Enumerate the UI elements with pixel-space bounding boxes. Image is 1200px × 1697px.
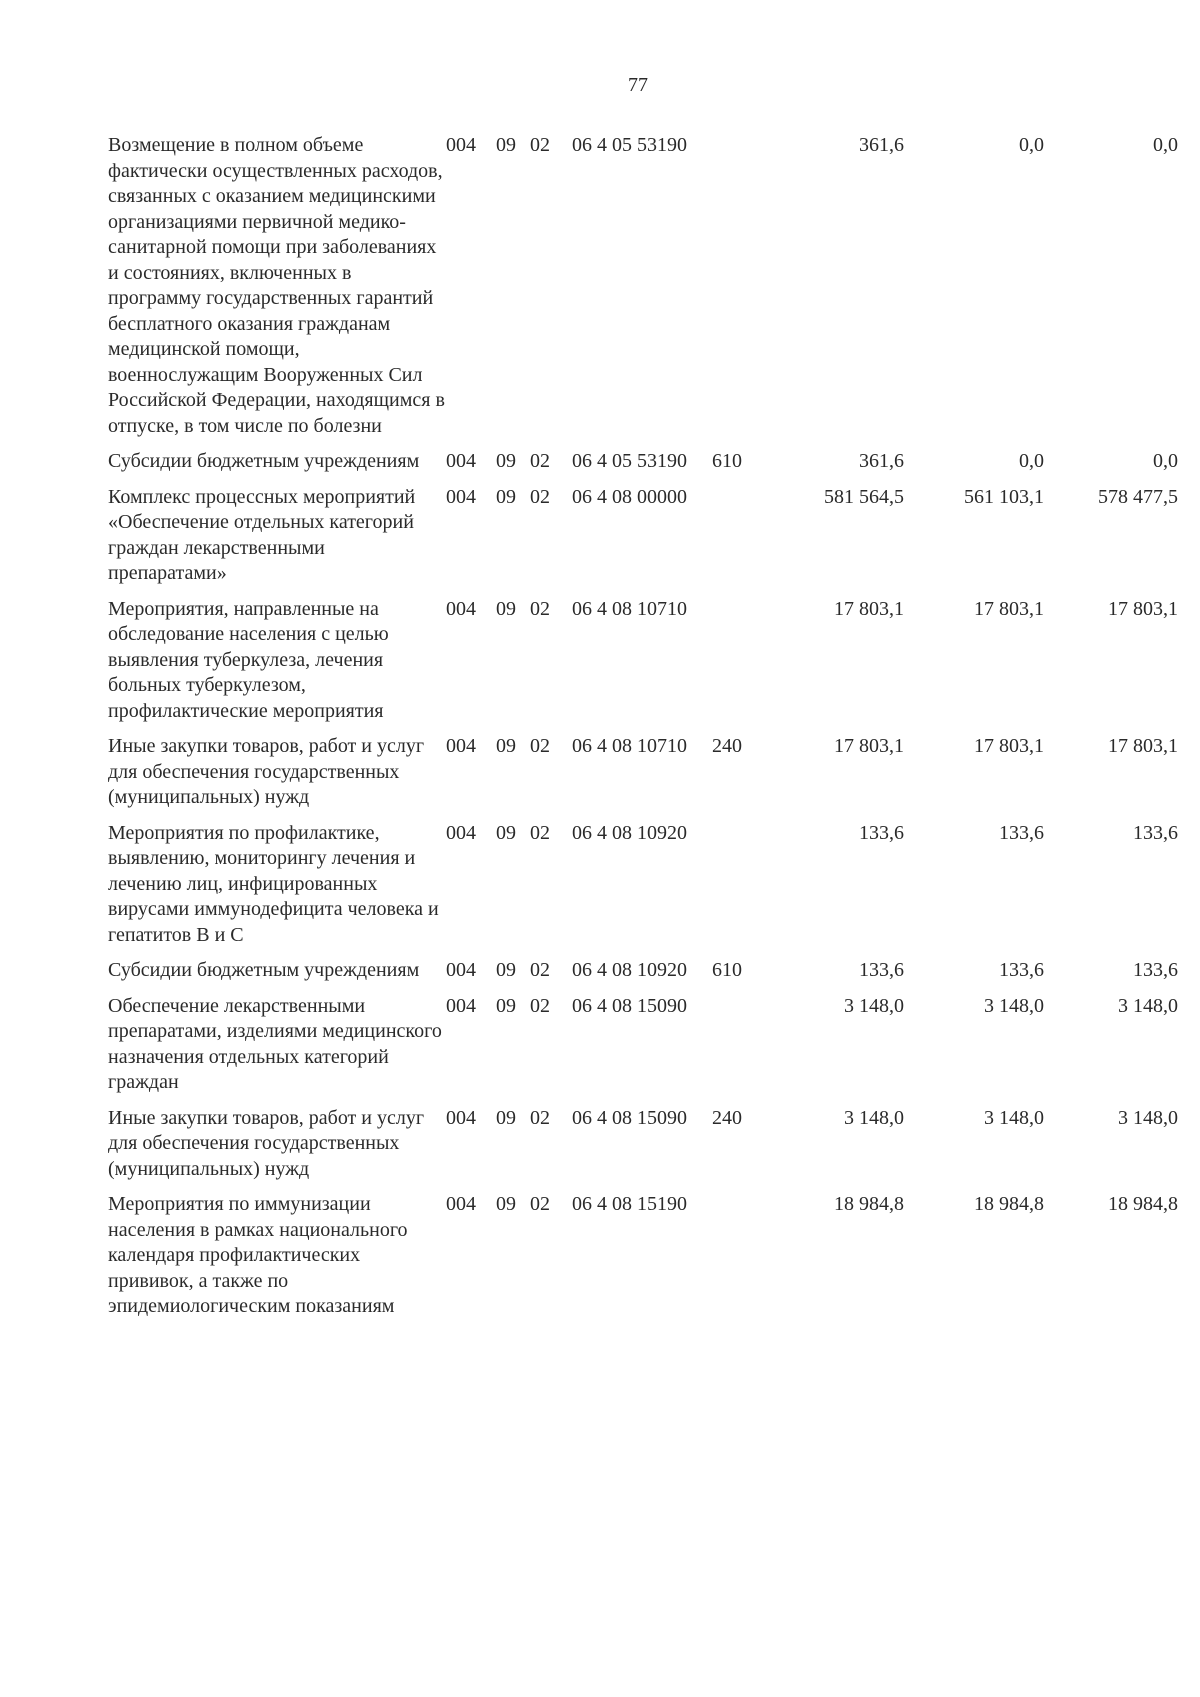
row-amount-year-1: 133,6 — [859, 821, 904, 844]
table-body — [108, 133, 1178, 1330]
row-amount-year-3: 578 477,5 — [1098, 485, 1178, 508]
row-expense-type-code: 240 — [712, 1106, 742, 1129]
row-ved-code: 004 — [446, 450, 476, 472]
row-section-code: 09 — [496, 994, 516, 1017]
row-name: Возмещение в полном объеме фактически осуществленных расходов, связанных с оказанием медицинскими организациями первичной медико-санитарной помощи при заболеваниях и состояниях, включенных в программу государственных гарантий бесплатного оказания гражданам медицинской помощи, военнослужащим Вооруженных Сил Российской Федерации, находящимся в отпуске, в том числе по болезни — [108, 134, 445, 437]
row-expense-type-code — [712, 597, 760, 735]
table-row — [108, 485, 1178, 597]
row-section-code: 09 — [496, 450, 516, 472]
row-amount-year-1: 18 984,8 — [834, 1193, 904, 1215]
row-section-code: 09 — [496, 597, 516, 620]
row-ved-code: 004 — [446, 597, 476, 620]
row-target-article-code: 06 4 08 00000 — [572, 485, 687, 508]
row-subsection-code: 02 — [530, 821, 550, 844]
row-amount-year-3: 3 148,0 — [1118, 1106, 1178, 1129]
row-name: Мероприятия по иммунизации населения в рамках национального календаря профилактических прививок, а также по эпидемиологическим показаниям — [108, 1193, 408, 1317]
row-amount-year-2: 133,6 — [999, 821, 1044, 844]
row-subsection-code: 02 — [530, 134, 550, 156]
row-target-article-code: 06 4 08 15090 — [572, 1106, 687, 1129]
row-subsection-code: 02 — [530, 597, 550, 620]
row-amount-year-1: 581 564,5 — [824, 485, 904, 508]
row-subsection-code: 02 — [530, 1106, 550, 1129]
row-amount-year-3: 133,6 — [1133, 959, 1178, 981]
row-target-article-code: 06 4 08 15090 — [572, 994, 687, 1017]
row-section-code: 09 — [496, 1106, 516, 1129]
row-ved-code: 004 — [446, 994, 476, 1017]
table-row — [108, 958, 1178, 994]
row-target-article-code: 06 4 08 10920 — [572, 821, 687, 844]
table-row — [108, 133, 1178, 449]
row-ved-code: 004 — [446, 485, 476, 508]
row-amount-year-2: 17 803,1 — [974, 735, 1044, 757]
row-amount-year-3: 18 984,8 — [1108, 1193, 1178, 1215]
table-row — [108, 734, 1178, 821]
row-amount-year-2: 561 103,1 — [964, 485, 1044, 508]
row-name: Мероприятия, направленные на обследование населения с целью выявления туберкулеза, лечения больных туберкулезом, профилактические мероприятия — [108, 597, 389, 722]
row-ved-code: 004 — [446, 1193, 476, 1215]
row-target-article-code: 06 4 08 10920 — [572, 959, 687, 981]
row-expense-type-code — [712, 994, 760, 1106]
row-expense-type-code: 240 — [712, 735, 742, 757]
row-amount-year-2: 17 803,1 — [974, 597, 1044, 620]
table-row — [108, 1106, 1178, 1193]
row-target-article-code: 06 4 08 10710 — [572, 735, 687, 757]
row-subsection-code: 02 — [530, 485, 550, 508]
row-subsection-code: 02 — [530, 959, 550, 981]
row-amount-year-2: 0,0 — [1019, 450, 1044, 472]
row-amount-year-3: 17 803,1 — [1108, 735, 1178, 757]
row-amount-year-2: 3 148,0 — [984, 1106, 1044, 1129]
row-name: Субсидии бюджетным учреждениям — [108, 450, 420, 472]
row-section-code: 09 — [496, 821, 516, 844]
row-amount-year-1: 361,6 — [859, 450, 904, 472]
row-ved-code: 004 — [446, 735, 476, 757]
row-ved-code: 004 — [446, 821, 476, 844]
row-expense-type-code: 610 — [712, 959, 742, 981]
row-subsection-code: 02 — [530, 994, 550, 1017]
row-name: Иные закупки товаров, работ и услуг для обеспечения государственных (муниципальных) нужд — [108, 1106, 425, 1180]
row-name: Комплекс процессных мероприятий «Обеспечение отдельных категорий граждан лекарственными препаратами» — [108, 485, 416, 584]
row-section-code: 09 — [496, 485, 516, 508]
row-section-code: 09 — [496, 134, 516, 156]
row-amount-year-1: 17 803,1 — [834, 597, 904, 620]
table-row — [108, 449, 1178, 485]
row-amount-year-1: 3 148,0 — [844, 994, 904, 1017]
row-section-code: 09 — [496, 735, 516, 757]
row-amount-year-2: 3 148,0 — [984, 994, 1044, 1017]
row-amount-year-2: 133,6 — [999, 959, 1044, 981]
row-ved-code: 004 — [446, 959, 476, 981]
row-name: Обеспечение лекарственными препаратами, изделиями медицинского назначения отдельных категорий граждан — [108, 994, 442, 1093]
row-amount-year-3: 0,0 — [1153, 450, 1178, 472]
budget-table — [108, 133, 1178, 1330]
row-amount-year-1: 17 803,1 — [834, 735, 904, 757]
row-target-article-code: 06 4 08 10710 — [572, 597, 687, 620]
row-amount-year-2: 0,0 — [1019, 134, 1044, 156]
row-section-code: 09 — [496, 1193, 516, 1215]
row-amount-year-3: 0,0 — [1153, 134, 1178, 156]
row-expense-type-code — [712, 1192, 760, 1330]
row-amount-year-1: 361,6 — [859, 134, 904, 156]
row-expense-type-code — [712, 821, 760, 959]
table-row — [108, 821, 1178, 959]
row-ved-code: 004 — [446, 134, 476, 156]
row-amount-year-1: 133,6 — [859, 959, 904, 981]
row-target-article-code: 06 4 05 53190 — [572, 450, 687, 472]
row-amount-year-3: 3 148,0 — [1118, 994, 1178, 1017]
row-amount-year-3: 133,6 — [1133, 821, 1178, 844]
row-amount-year-1: 3 148,0 — [844, 1106, 904, 1129]
row-section-code: 09 — [496, 959, 516, 981]
row-amount-year-2: 18 984,8 — [974, 1193, 1044, 1215]
table-row — [108, 994, 1178, 1106]
row-subsection-code: 02 — [530, 450, 550, 472]
row-name: Субсидии бюджетным учреждениям — [108, 959, 420, 981]
row-expense-type-code — [712, 485, 760, 597]
page-number: 77 — [628, 74, 648, 96]
row-name: Мероприятия по профилактике, выявлению, мониторингу лечения и лечению лиц, инфицированных вирусами иммунодефицита человека и гепатитов В и С — [108, 821, 439, 946]
row-amount-year-3: 17 803,1 — [1108, 597, 1178, 620]
row-expense-type-code — [712, 133, 760, 449]
row-subsection-code: 02 — [530, 1193, 550, 1215]
table-row — [108, 1192, 1178, 1330]
row-target-article-code: 06 4 08 15190 — [572, 1193, 687, 1215]
row-target-article-code: 06 4 05 53190 — [572, 134, 687, 156]
row-expense-type-code: 610 — [712, 450, 742, 472]
row-subsection-code: 02 — [530, 735, 550, 757]
row-name: Иные закупки товаров, работ и услуг для обеспечения государственных (муниципальных) нужд — [108, 735, 425, 808]
table-row — [108, 597, 1178, 735]
row-ved-code: 004 — [446, 1106, 476, 1129]
